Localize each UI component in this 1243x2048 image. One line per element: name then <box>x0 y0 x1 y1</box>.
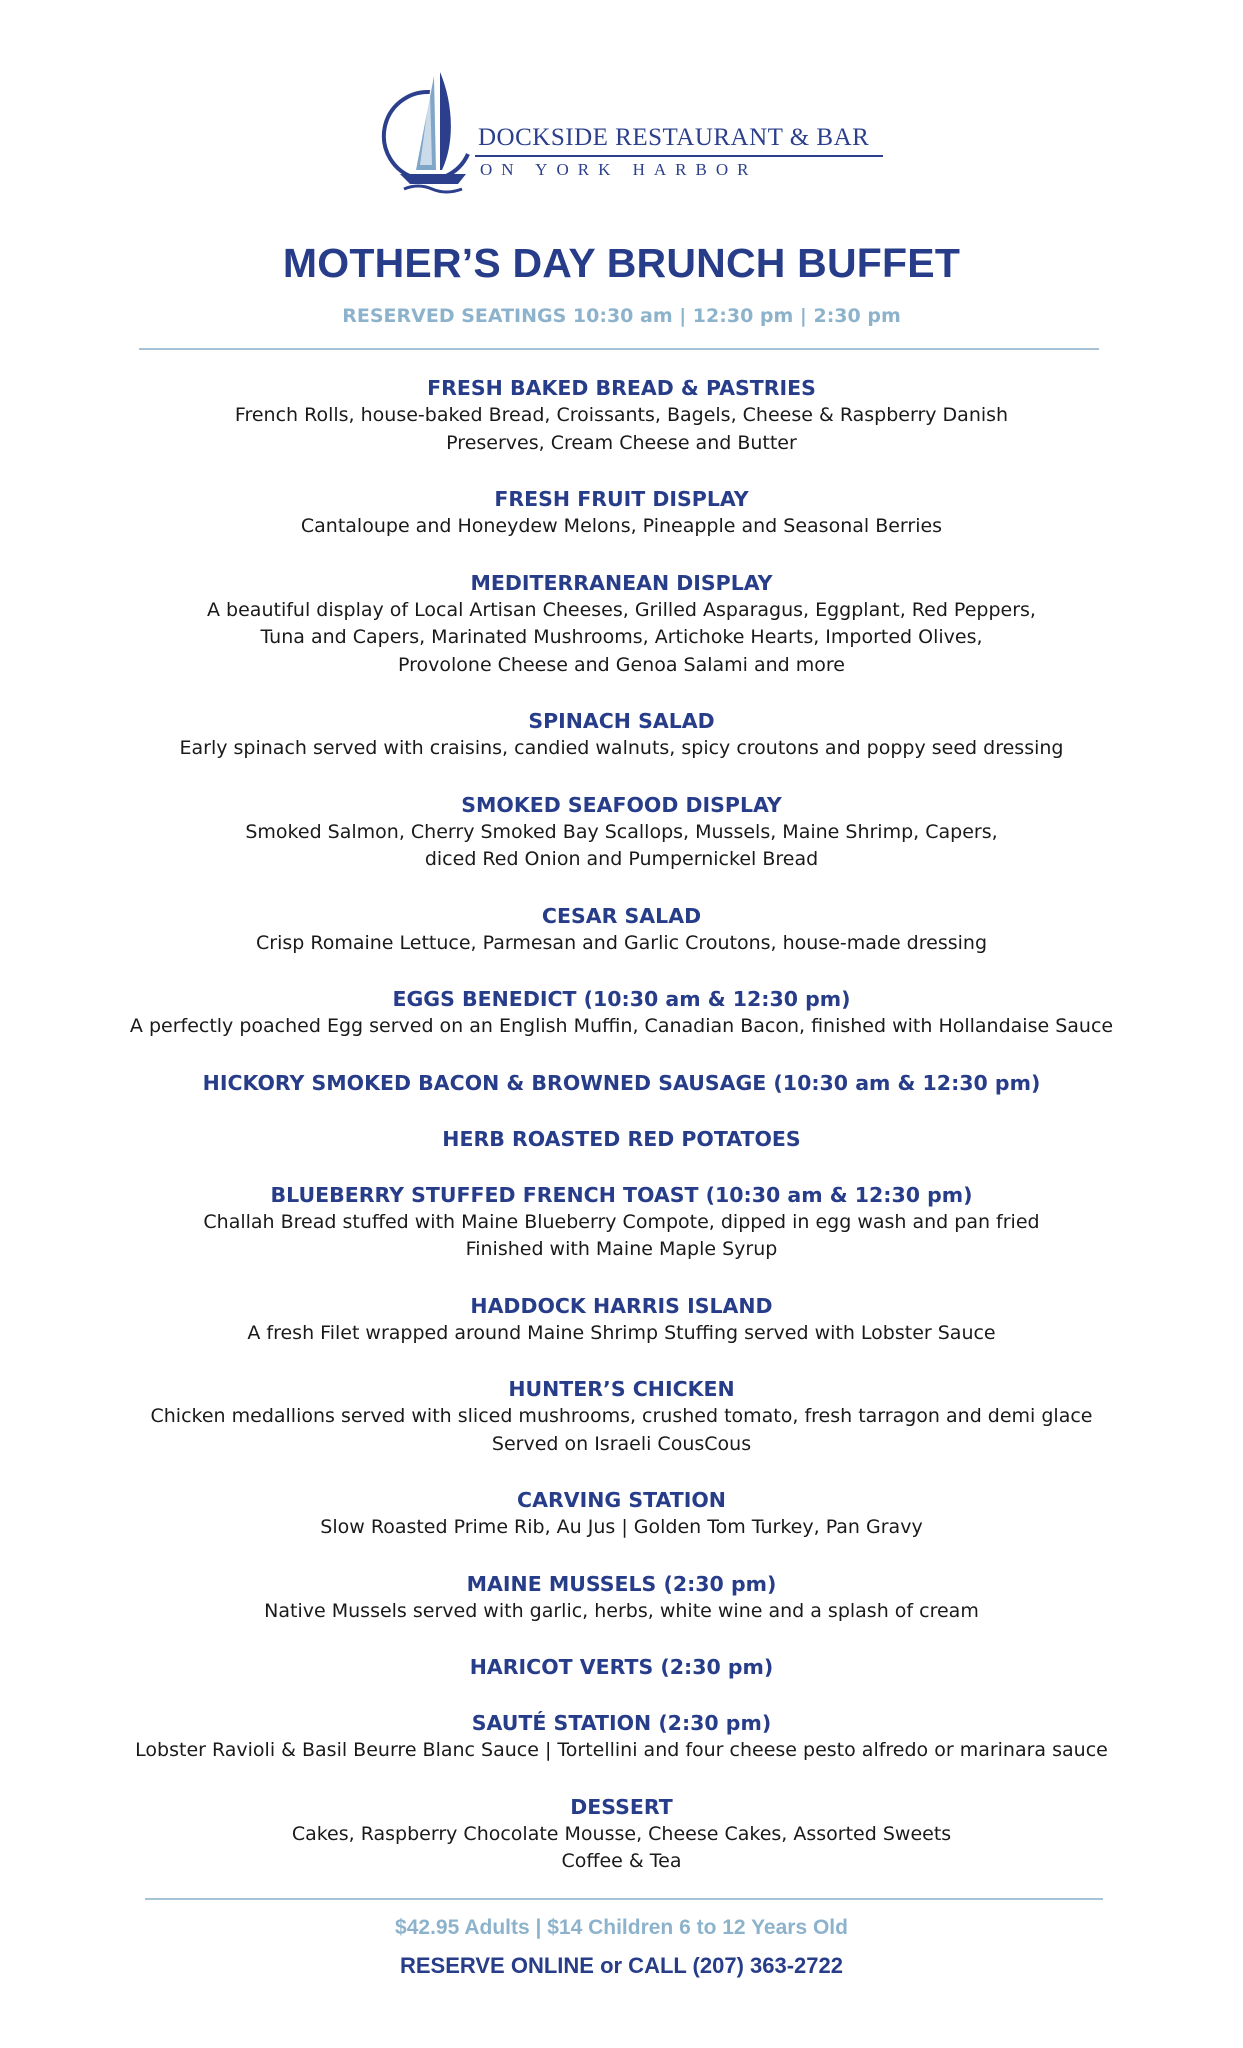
section-spacer <box>0 679 1243 707</box>
brand-tagline: ON YORK HARBOR <box>480 160 758 179</box>
menu-section-description: Coffee & Tea <box>561 1850 682 1872</box>
section-spacer <box>0 1041 1243 1069</box>
menu-section-heading: SMOKED SEAFOOD DISPLAY <box>461 792 782 817</box>
menu-section <box>0 902 1243 958</box>
menu-section <box>0 485 1243 541</box>
section-spacer <box>0 1542 1243 1570</box>
menu-section-description: Smoked Salmon, Cherry Smoked Bay Scallops, Mussels, Maine Shrimp, Capers, <box>245 820 998 843</box>
menu-section <box>0 1125 1243 1153</box>
menu-section-description: A beautiful display of Local Artisan Cheeses, Grilled Asparagus, Eggplant, Red Peppers, <box>207 598 1036 621</box>
menu-section-description: Lobster Ravioli & Basil Beurre Blanc Sauce | Tortellini and four cheese pesto alfredo or marinara sauce <box>135 1739 1108 1761</box>
menu-section-heading: BLUEBERRY STUFFED FRENCH TOAST (10:30 am & 12:30 pm) <box>270 1182 973 1207</box>
section-spacer <box>0 1153 1243 1181</box>
reserve-info[interactable]: RESERVE ONLINE or CALL (207) 363-2722 <box>399 1953 843 1978</box>
section-spacer <box>0 874 1243 902</box>
seatings-subtitle: RESERVED SEATINGS 10:30 am | 12:30 pm | 2:30 pm <box>342 305 901 327</box>
section-spacer <box>0 1765 1243 1793</box>
section-spacer <box>0 1625 1243 1653</box>
menu-list <box>0 374 1243 1876</box>
menu-section <box>0 791 1243 874</box>
menu-section-heading: DESSERT <box>570 1794 673 1819</box>
page-title: MOTHER’S DAY BRUNCH BUFFET <box>282 240 961 286</box>
menu-section <box>0 1709 1243 1765</box>
price-info: $42.95 Adults | $14 Children 6 to 12 Years Old <box>395 1916 848 1939</box>
logo-divider <box>475 155 883 157</box>
menu-section-description: Crisp Romaine Lettuce, Parmesan and Garlic Croutons, house-made dressing <box>255 931 988 954</box>
menu-section <box>0 1486 1243 1542</box>
menu-section <box>0 985 1243 1041</box>
menu-section <box>0 1653 1243 1681</box>
bottom-divider <box>145 1898 1103 1900</box>
section-spacer <box>0 763 1243 791</box>
section-spacer <box>0 1681 1243 1709</box>
menu-section-description: Early spinach served with craisins, candied walnuts, spicy croutons and poppy seed dressing <box>179 737 1064 759</box>
menu-section-heading: EGGS BENEDICT (10:30 am & 12:30 pm) <box>392 987 851 1011</box>
menu-section <box>0 1181 1243 1264</box>
section-spacer <box>0 541 1243 569</box>
menu-section <box>0 1375 1243 1458</box>
menu-section-description: Cakes, Raspberry Chocolate Mousse, Cheese Cakes, Assorted Sweets <box>291 1822 952 1845</box>
section-spacer <box>0 457 1243 485</box>
menu-section-description: Slow Roasted Prime Rib, Au Jus | Golden Tom Turkey, Pan Gravy <box>320 1516 923 1538</box>
menu-section-description: Preserves, Cream Cheese and Butter <box>446 431 797 454</box>
menu-section <box>0 707 1243 763</box>
top-divider <box>139 348 1099 350</box>
menu-section <box>0 1069 1243 1097</box>
menu-section-description: Finished with Maine Maple Syrup <box>465 1238 778 1260</box>
menu-section-heading: HICKORY SMOKED BACON & BROWNED SAUSAGE (10:30 am & 12:30 pm) <box>202 1070 1041 1095</box>
section-spacer <box>0 1097 1243 1125</box>
section-spacer <box>0 1264 1243 1292</box>
section-spacer <box>0 1458 1243 1486</box>
menu-section-heading: HARICOT VERTS (2:30 pm) <box>469 1655 774 1679</box>
menu-section-heading: CESAR SALAD <box>541 903 702 928</box>
menu-section-description: diced Red Onion and Pumpernickel Bread <box>424 848 819 870</box>
menu-section-heading: HUNTER’S CHICKEN <box>508 1377 735 1401</box>
menu-section-description: French Rolls, house-baked Bread, Croissants, Bagels, Cheese & Raspberry Danish <box>234 404 1009 426</box>
menu-section-heading: HADDOCK HARRIS ISLAND <box>470 1293 773 1318</box>
menu-section-heading: CARVING STATION <box>517 1488 726 1512</box>
menu-section <box>0 1793 1243 1876</box>
sailboat-icon <box>370 70 480 200</box>
brand-name: DOCKSIDE RESTAURANT & BAR <box>478 124 870 151</box>
menu-section-description: Provolone Cheese and Genoa Salami and more <box>397 653 845 676</box>
menu-section-description: Tuna and Capers, Marinated Mushrooms, Artichoke Hearts, Imported Olives, <box>260 626 983 648</box>
menu-section-heading: MAINE MUSSELS (2:30 pm) <box>466 1571 777 1596</box>
menu-section-heading: SPINACH SALAD <box>528 709 715 733</box>
menu-section-description: Served on Israeli CousCous <box>491 1432 752 1455</box>
menu-section-heading: SAUTÉ STATION (2:30 pm) <box>471 1711 772 1735</box>
menu-section-description: A fresh Filet wrapped around Maine Shrimp Stuffing served with Lobster Sauce <box>247 1321 996 1344</box>
menu-section-heading: FRESH BAKED BREAD & PASTRIES <box>427 376 816 400</box>
menu-section-description: Chicken medallions served with sliced mushrooms, crushed tomato, fresh tarragon and demi glace <box>150 1405 1093 1427</box>
menu-section-description: Native Mussels served with garlic, herbs, white wine and a splash of cream <box>264 1599 979 1622</box>
section-spacer <box>0 1347 1243 1375</box>
menu-section <box>0 569 1243 680</box>
brand-logo <box>370 70 890 200</box>
menu-section-heading: MEDITERRANEAN DISPLAY <box>470 570 773 595</box>
menu-section-heading: FRESH FRUIT DISPLAY <box>494 487 749 511</box>
menu-section <box>0 374 1243 457</box>
menu-section-heading: HERB ROASTED RED POTATOES <box>442 1126 801 1151</box>
menu-section-description: Challah Bread stuffed with Maine Blueberry Compote, dipped in egg wash and pan fried <box>203 1210 1040 1233</box>
menu-section-description: Cantaloupe and Honeydew Melons, Pineapple and Seasonal Berries <box>300 515 943 537</box>
menu-section <box>0 1292 1243 1348</box>
menu-section-description: A perfectly poached Egg served on an English Muffin, Canadian Bacon, finished with Hollandaise Sauce <box>129 1015 1114 1037</box>
menu-section <box>0 1570 1243 1626</box>
section-spacer <box>0 957 1243 985</box>
